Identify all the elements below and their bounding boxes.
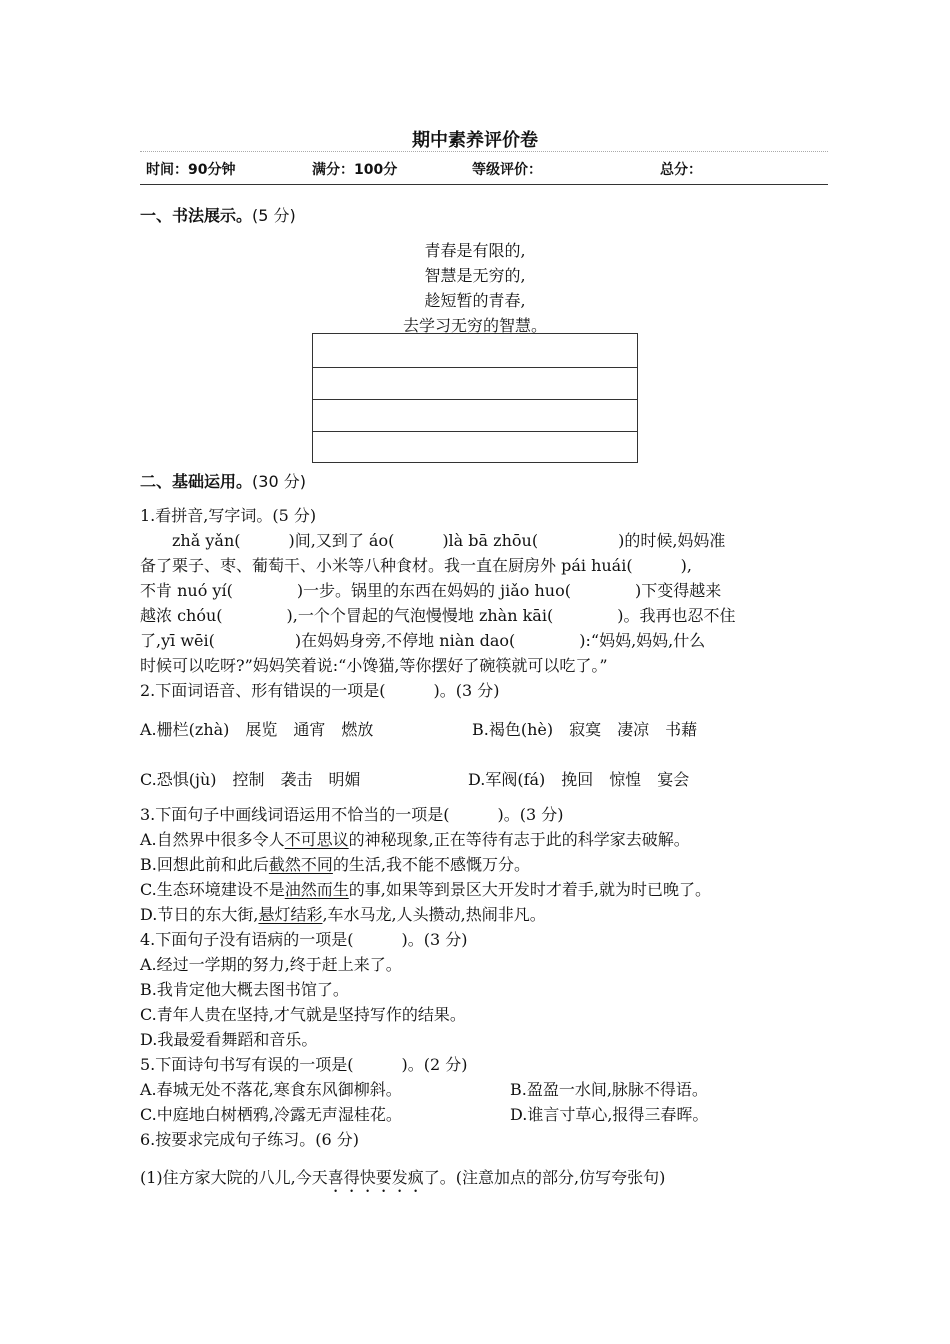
q3-title: 3.下面句子中画线词语运用不恰当的一项是( )。(3 分): [140, 805, 564, 824]
meta-full-score: 满分：100分: [312, 162, 398, 178]
q3-b-post: 的生活,我不能不感慨万分。: [332, 855, 530, 874]
grid-line: [313, 431, 637, 432]
page-title: 期中素养评价卷: [412, 130, 538, 151]
q6-sub1: [140, 1165, 665, 1196]
q4-option: A.经过一学期的努力,终于赶上来了。: [140, 955, 402, 974]
q3-d-post: ,车水马龙,人头攒动,热闹非凡。: [322, 905, 546, 924]
section1-heading: [140, 203, 296, 226]
q3-a-pre: A.自然界中很多令人: [140, 830, 285, 849]
q1-title: 1.看拼音,写字词。(5 分): [140, 506, 317, 525]
grid-line: [313, 367, 637, 368]
q1-line: zhǎ yǎn( )间,又到了 áo( )là bā zhōu( )的时候,妈妈准: [140, 531, 726, 550]
section2-heading-text: 二、基础运用。: [140, 472, 253, 491]
header-rule: [140, 184, 828, 185]
q3-b-pre: B.回想此前和此后: [140, 855, 269, 874]
q3-d-underlined: 悬灯结彩: [258, 905, 323, 924]
q1-line: 不肯 nuó yí( )一步。锅里的东西在妈妈的 jiǎo huo( )下变得越来: [140, 581, 722, 600]
section1-points: (5 分): [252, 206, 296, 225]
q3-option-c: [140, 877, 711, 902]
poem-line: 青春是有限的,: [424, 241, 526, 260]
grid-line: [313, 399, 637, 400]
q4-option: C.青年人贵在坚持,才气就是坚持写作的结果。: [140, 1005, 466, 1024]
q1-line: 了,yī wēi( )在妈妈身旁,不停地 niàn dao( ):“妈妈,妈妈,什么: [140, 631, 706, 650]
q3-a-underlined: 不可思议: [284, 830, 349, 849]
q6-title: 6.按要求完成句子练习。(6 分): [140, 1130, 360, 1149]
q3-c-post: 的事,如果等到景区大开发时才着手,就为时已晚了。: [348, 880, 711, 899]
q5-option-a: A.春城无处不落花,寒食东风御柳斜。: [140, 1080, 402, 1099]
q1-line: 备了栗子、枣、葡萄干、小米等八种食材。我一直在厨房外 pái huái( ),: [140, 556, 692, 575]
poem-line: 去学习无穷的智慧。: [402, 316, 547, 335]
section1-heading-text: 一、书法展示。: [140, 206, 253, 225]
q5-title: 5.下面诗句书写有误的一项是( )。(2 分): [140, 1055, 468, 1074]
q3-d-pre: D.节日的东大街,: [140, 905, 259, 924]
q1-line: 越浓 chóu( ),一个个冒起的气泡慢慢地 zhàn kāi( )。我再也忍不住: [140, 606, 736, 625]
q2-option-a: A.栅栏(zhà) 展览 通宵 燃放: [140, 720, 374, 739]
q3-option-b: [140, 852, 530, 877]
meta-grade: 等级评价：: [472, 162, 542, 178]
q5-option-d: D.谁言寸草心,报得三春晖。: [510, 1105, 709, 1124]
q2-option-c: C.恐惧(jù) 控制 袭击 明媚: [140, 770, 361, 789]
q4-option: B.我肯定他大概去图书馆了。: [140, 980, 349, 999]
q6-sub1-pre: (1)住方家大院的八儿,今天: [140, 1168, 328, 1187]
q1-line: 时候可以吃呀?”妈妈笑着说:“小馋猫,等你摆好了碗筷就可以吃了。”: [140, 656, 608, 675]
q3-c-underlined: 油然而生: [284, 880, 349, 899]
q4-option: D.我最爱看舞蹈和音乐。: [140, 1030, 318, 1049]
section2-heading: [140, 469, 306, 492]
poem-line: 趁短暂的青春,: [424, 291, 526, 310]
writing-grid[interactable]: [312, 333, 638, 463]
q2-title: 2.下面词语音、形有错误的一项是( )。(3 分): [140, 681, 500, 700]
q3-c-pre: C.生态环境建设不是: [140, 880, 285, 899]
header-dotted-rule: [140, 151, 828, 152]
q2-option-b: B.褐色(hè) 寂寞 凄凉 书藉: [472, 720, 698, 739]
q5-option-b: B.盈盈一水间,脉脉不得语。: [510, 1080, 708, 1099]
q2-option-d: D.军阀(fá) 挽回 惊惶 宴会: [468, 770, 690, 789]
poem-line: 智慧是无穷的,: [424, 266, 526, 285]
meta-total: 总分：: [660, 162, 702, 178]
q3-option-a: [140, 827, 690, 852]
q4-title: 4.下面句子没有语病的一项是( )。(3 分): [140, 930, 468, 949]
q3-b-underlined: 截然不同: [268, 855, 333, 874]
q3-a-post: 的神秘现象,正在等待有志于此的科学家去破解。: [348, 830, 690, 849]
q6-sub1-dotted: 喜得快要发疯: [327, 1168, 424, 1187]
q3-option-d: [140, 902, 546, 927]
q6-sub1-post: 了。(注意加点的部分,仿写夸张句): [423, 1168, 666, 1187]
meta-time: 时间：90分钟: [146, 162, 236, 178]
q5-option-c: C.中庭地白树栖鸦,冷露无声湿桂花。: [140, 1105, 402, 1124]
section2-points: (30 分): [252, 472, 306, 491]
